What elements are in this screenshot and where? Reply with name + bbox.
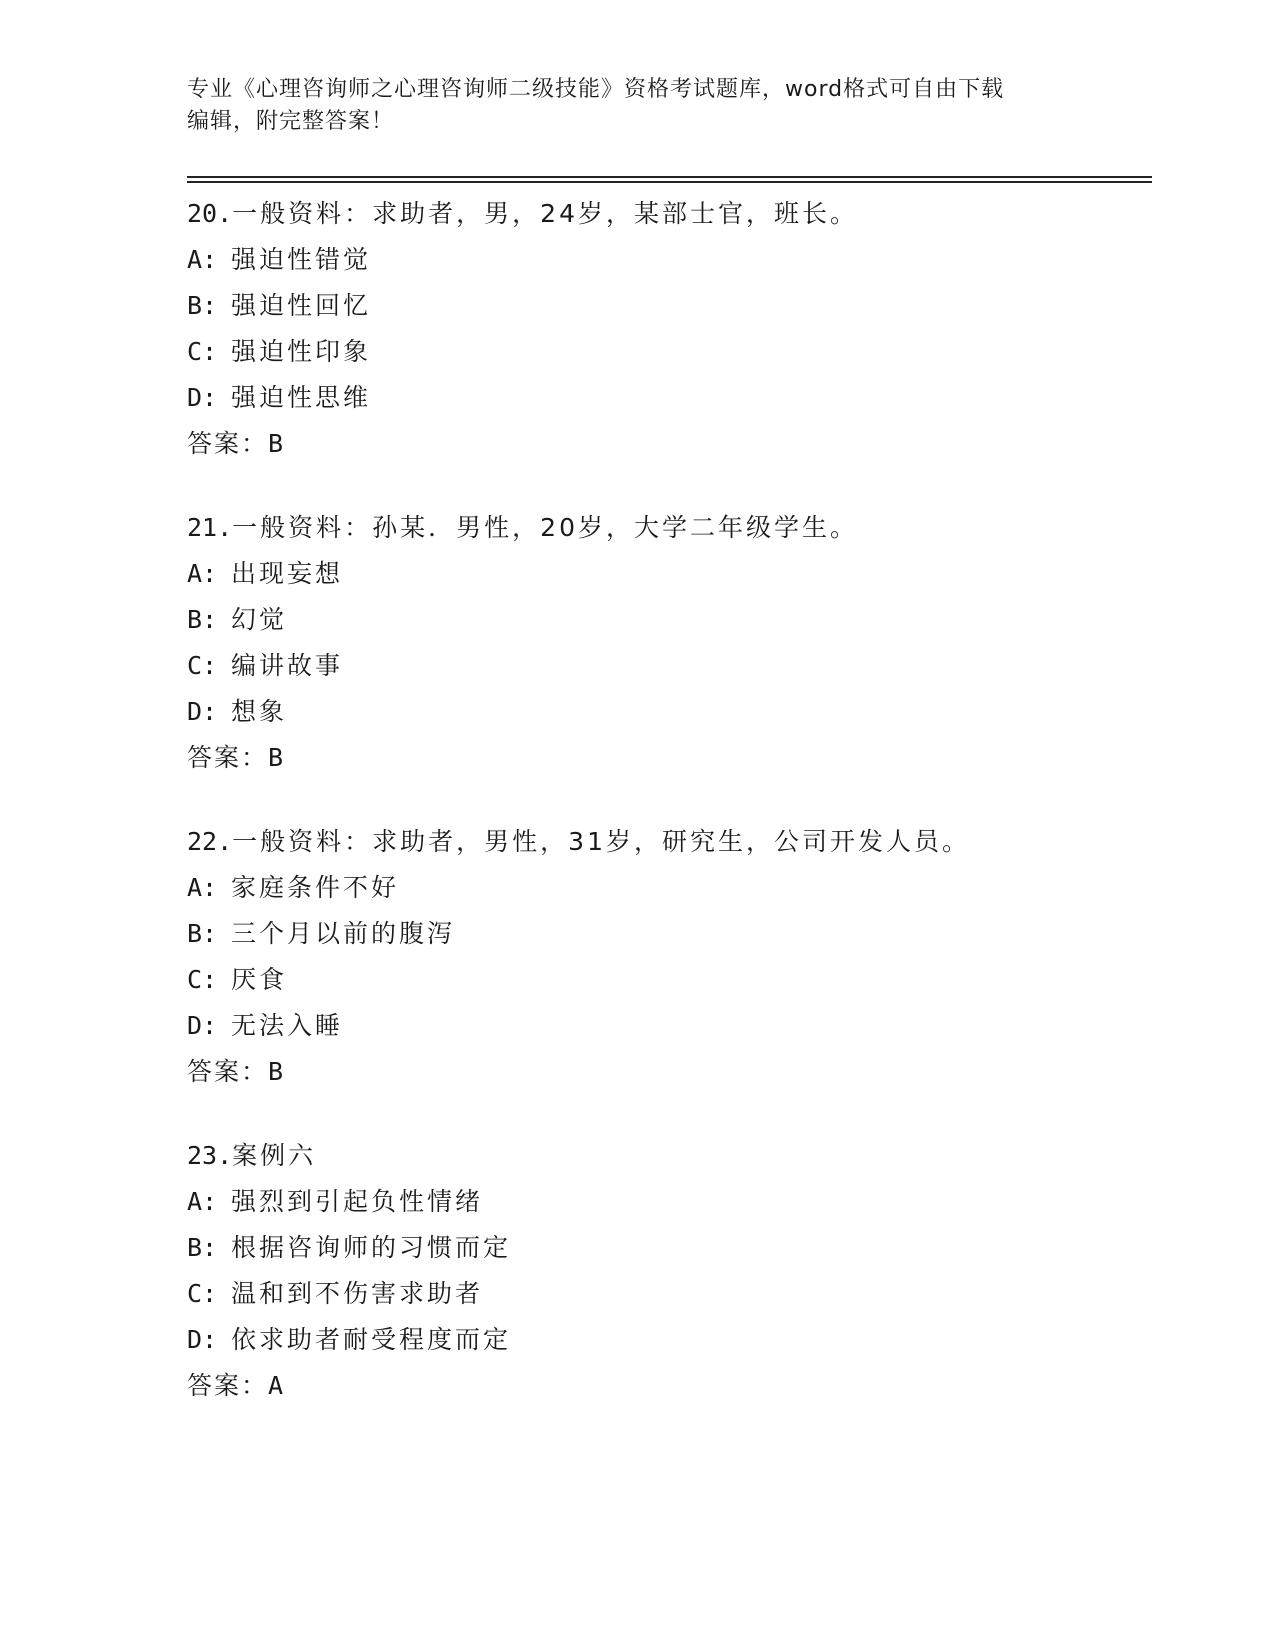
- answer-value: B: [268, 429, 284, 458]
- question-number: 21.: [187, 513, 233, 542]
- option-b: [187, 283, 1152, 329]
- option-key: C:: [187, 337, 218, 366]
- question-number: 20.: [187, 199, 233, 228]
- option-text: 三个月以前的腹泻: [231, 919, 456, 948]
- question-item: [187, 505, 1152, 781]
- answer-label: 答案：: [187, 429, 269, 458]
- document-header: [187, 74, 1087, 138]
- answer-line: [187, 421, 1152, 467]
- answer-label: 答案：: [187, 1371, 269, 1400]
- option-c: [187, 643, 1152, 689]
- answer-label: 答案：: [187, 743, 269, 772]
- option-key: C:: [187, 1279, 218, 1308]
- option-key: B:: [187, 1233, 218, 1262]
- header-divider-bottom: [187, 181, 1152, 183]
- header-divider-top: [187, 176, 1152, 178]
- option-text: 厌食: [231, 965, 288, 994]
- option-key: A:: [187, 1187, 218, 1216]
- option-a: [187, 1179, 1152, 1225]
- option-text: 根据咨询师的习惯而定: [231, 1233, 512, 1262]
- answer-line: [187, 1363, 1152, 1409]
- answer-line: [187, 1049, 1152, 1095]
- option-key: D:: [187, 383, 218, 412]
- option-key: B:: [187, 291, 218, 320]
- option-d: [187, 1317, 1152, 1363]
- question-list: [187, 191, 1152, 1447]
- option-d: [187, 375, 1152, 421]
- option-text: 温和到不伤害求助者: [231, 1279, 484, 1308]
- option-key: D:: [187, 1011, 218, 1040]
- option-text: 幻觉: [231, 605, 288, 634]
- answer-label: 答案：: [187, 1057, 269, 1086]
- option-key: B:: [187, 919, 218, 948]
- option-a: [187, 865, 1152, 911]
- option-a: [187, 551, 1152, 597]
- question-text: 一般资料：求助者，男，24岁，某部士官，班长。: [232, 199, 858, 228]
- question-text: 案例六: [232, 1141, 317, 1170]
- option-text: 强烈到引起负性情绪: [231, 1187, 484, 1216]
- option-key: D:: [187, 1325, 218, 1354]
- answer-value: B: [268, 1057, 284, 1086]
- question-text: 一般资料：求助者，男性，31岁，研究生，公司开发人员。: [232, 827, 970, 856]
- header-line-2: 编辑，附完整答案！: [187, 109, 395, 134]
- answer-value: A: [268, 1371, 284, 1400]
- option-text: 出现妄想: [231, 559, 344, 588]
- option-c: [187, 329, 1152, 375]
- option-text: 强迫性印象: [231, 337, 372, 366]
- option-text: 强迫性错觉: [231, 245, 372, 274]
- question-stem: [187, 1133, 1152, 1179]
- header-line-1: 专业《心理咨询师之心理咨询师二级技能》资格考试题库，word格式可自由下载: [187, 77, 1005, 102]
- option-b: [187, 911, 1152, 957]
- option-c: [187, 957, 1152, 1003]
- option-key: C:: [187, 965, 218, 994]
- option-key: C:: [187, 651, 218, 680]
- option-text: 无法入睡: [231, 1011, 344, 1040]
- option-c: [187, 1271, 1152, 1317]
- option-text: 家庭条件不好: [231, 873, 400, 902]
- question-number: 22.: [187, 827, 233, 856]
- option-text: 想象: [231, 697, 288, 726]
- answer-line: [187, 735, 1152, 781]
- question-text: 一般资料：孙某．男性，20岁，大学二年级学生。: [232, 513, 858, 542]
- option-a: [187, 237, 1152, 283]
- question-item: [187, 191, 1152, 467]
- option-text: 强迫性思维: [231, 383, 372, 412]
- option-d: [187, 689, 1152, 735]
- option-b: [187, 597, 1152, 643]
- option-text: 依求助者耐受程度而定: [231, 1325, 512, 1354]
- question-number: 23.: [187, 1141, 233, 1170]
- question-item: [187, 819, 1152, 1095]
- answer-value: B: [268, 743, 284, 772]
- question-item: [187, 1133, 1152, 1409]
- question-stem: [187, 191, 1152, 237]
- option-key: A:: [187, 873, 218, 902]
- option-key: B:: [187, 605, 218, 634]
- question-stem: [187, 819, 1152, 865]
- option-b: [187, 1225, 1152, 1271]
- option-key: A:: [187, 245, 218, 274]
- option-d: [187, 1003, 1152, 1049]
- option-text: 编讲故事: [231, 651, 344, 680]
- option-key: A:: [187, 559, 218, 588]
- option-key: D:: [187, 697, 218, 726]
- option-text: 强迫性回忆: [231, 291, 372, 320]
- question-stem: [187, 505, 1152, 551]
